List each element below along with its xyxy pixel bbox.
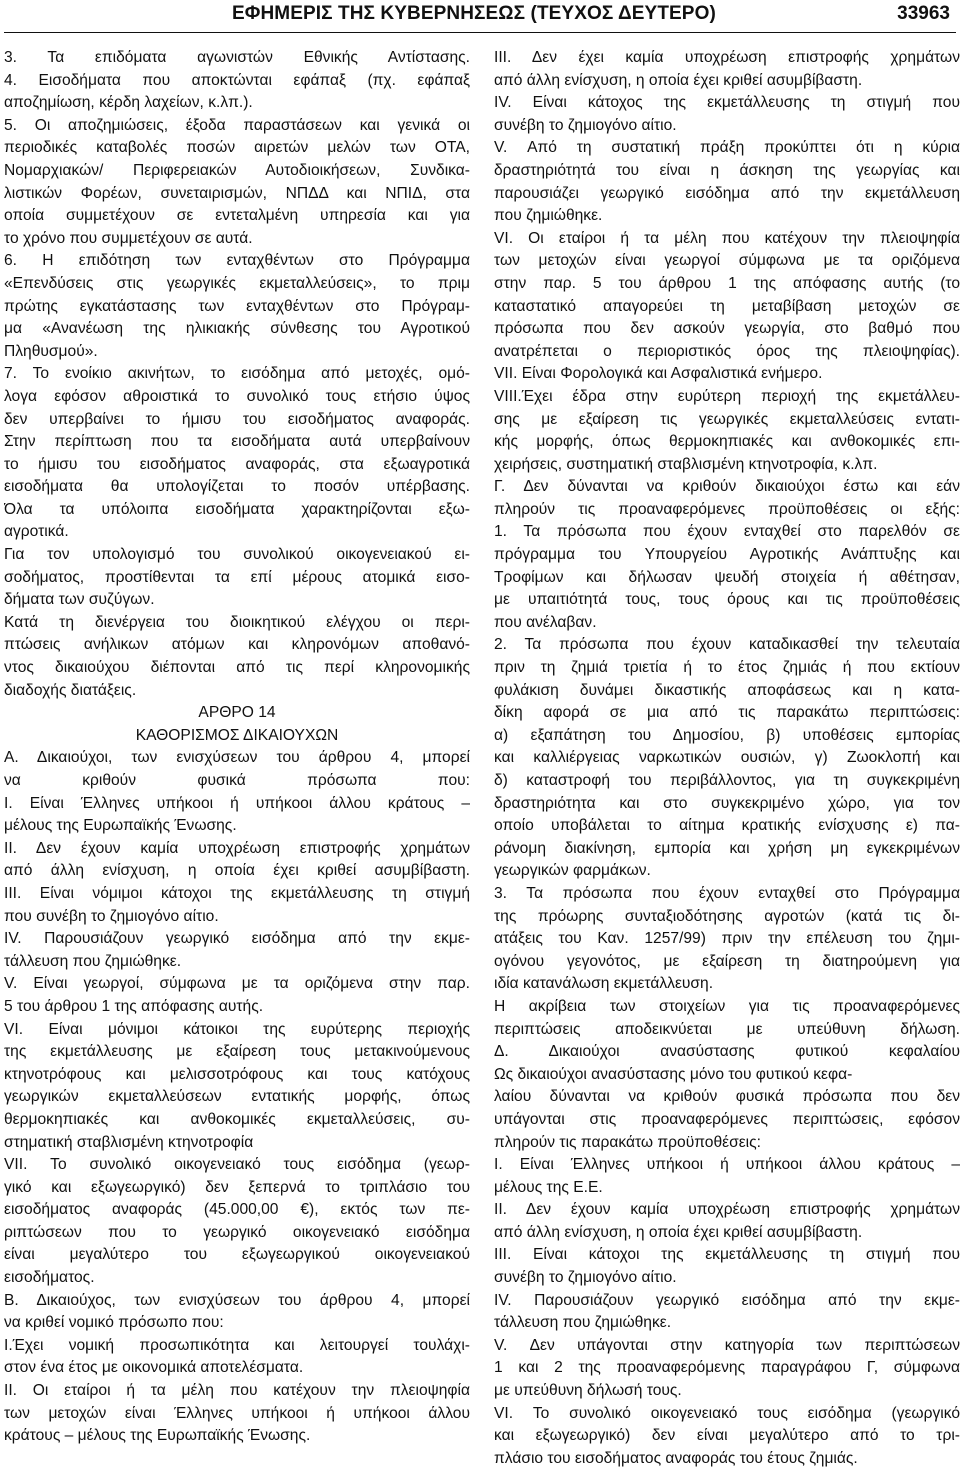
right-text-line: από άλλη ενίσχυση, η οποία έχει κριθεί ασυμβίβαστη. — [494, 1223, 863, 1241]
right-text-line: καταστατικό απαγορεύει τη μεταβίβαση μετοχών σε — [494, 297, 960, 315]
right-text-line: VII. Είναι Φορολογικά και Ασφαλιστικά ενήμερο. — [494, 365, 823, 383]
right-text-line: οποίο υποβάλεται το αίτημα κρατικής ενίσχυσης ε) πα- — [494, 817, 960, 835]
right-text-line: ράνομη διακίνηση, εμπορία και χρήση μη εγκεκριμένων — [494, 839, 960, 857]
left-text-line: Κατά τη διενέργεια του διοικητικού ελέγχου οι περι- — [4, 613, 470, 631]
right-text-line: ΙΙΙ. Δεν έχει καμία υποχρέωση επιστροφής χρημάτων — [494, 49, 960, 66]
right-text-line: Δ. Δικαιούχοι ανασύστασης φυτικού κεφαλαίου — [494, 1043, 960, 1061]
left-text-line: να κριθεί νομικό πρόσωπο που: — [4, 1314, 224, 1332]
left-text-line: σοδήματος, προστίθενται τα επί μέρους ατομικά εισο- — [4, 568, 470, 586]
left-text-line: τάλλευση που ζημιώθηκε. — [4, 952, 182, 970]
right-text-line: ογόνου γεγονότος, με εξαίρεση τη διατηρούμενη για — [494, 952, 960, 970]
left-text-line: Στην περίπτωση που τα εισοδήματα αυτά υπερβαίνουν — [4, 433, 470, 451]
right-text-line: από άλλη ενίσχυση, η οποία έχει κριθεί ασυμβίβαστη. — [494, 71, 863, 89]
right-text-line: VI. Το συνολικό οικογενειακό τους εισόδημα (γεωργικό — [494, 1404, 960, 1422]
right-text-line: IV. Είναι κάτοχος της εκμετάλλευσης τη στιγμή που — [494, 94, 960, 112]
page-number: 33963 — [897, 3, 950, 24]
left-text-line: εισοδήματος αναφοράς (45.000,00 €), εκτός των πε- — [4, 1201, 470, 1219]
right-text-line: περιπτώσεις αποδεικνύεται με υπεύθυνη δήλωση. — [494, 1020, 960, 1038]
left-text-line: V. Είναι γεωργοί, σύμφωνα με τα οριζόμενα στην παρ. — [4, 975, 470, 993]
right-text-line: Η ακρίβεια των στοιχείων για τις προαναφερόμενες — [494, 997, 960, 1015]
left-heading-line: ΑΡΘΡΟ 14 — [198, 704, 276, 722]
left-text-line: 4. Εισοδήματα που αποκτώνται εφάπαξ (πχ. εφάπαξ — [4, 71, 470, 89]
right-text-line: συνέβη το ζημιογόνο αίτιο. — [494, 116, 677, 134]
left-text-line: αγροτικά. — [4, 523, 69, 541]
left-text-line: περιοδικές καταβολές ποσών αιρετών μελών των ΟΤΑ, — [4, 139, 470, 157]
right-text-line: 2. Τα πρόσωπα που έχουν καταδικασθεί την τελευταία — [494, 636, 960, 654]
left-text-line: κράτους – μέλους της Ευρωπαϊκής Ένωσης. — [4, 1427, 311, 1445]
right-text-line: κής μορφής, όπως θερμοκηπιακές και ανθοκομικές επι- — [494, 433, 960, 451]
right-text-line: υπάγονται στις προαναφερόμενες περιπτώσεις, εφόσον — [494, 1110, 960, 1128]
left-text-line: θερμοκηπιακές και ανθοκομικές εκμεταλλεύσεις, συ- — [4, 1110, 470, 1128]
page-header — [0, 0, 960, 38]
right-text-line: και εξωγεωργικό) δεν είναι μεγαλύτερο από το τρι- — [494, 1427, 960, 1445]
right-text-line: γεωργικών φαρμάκων. — [494, 862, 651, 880]
left-text-line: μα «Ανανέωση της ηλικιακής σύνθεσης του Αγροτικού — [4, 320, 470, 338]
right-text-line: Γ. Δεν δύνανται να κριθούν δικαιούχοι έστω και εάν — [494, 478, 960, 496]
left-text-line: ριπτώσεων που το γεωργικό οικογενειακό εισόδημα — [4, 1223, 470, 1241]
right-text-line: ΙΙ. Δεν έχουν καμία υποχρέωση επιστροφής χρημάτων — [494, 1201, 960, 1219]
left-text-line: εισοδήματος. — [4, 1269, 95, 1287]
right-text-line: VIII.Έχει έδρα στην ευρύτερη περιοχή της εκμετάλλευ- — [494, 387, 960, 405]
left-text-line: γικό και εξωγεωργικό) δεν ξεπερνά το τριπλάσιο του — [4, 1178, 470, 1196]
left-text-line: γεωργικών εκμεταλλεύσεων εντατικής μορφής, όπως — [4, 1088, 470, 1106]
left-text-line: ντος δικαιούχου διέπονται από τις περί κληρονομικής — [4, 659, 470, 677]
right-text-line: Ως δικαιούχοι ανασύστασης μόνο του φυτικού κεφα- — [494, 1065, 853, 1083]
left-text-line: «Επενδύσεις στις γεωργικές εκμεταλλεύσεις», το πριμ — [4, 274, 470, 292]
right-text-line: με υπεύθυνη δήλωσή τους. — [494, 1382, 682, 1400]
left-column — [4, 47, 470, 1448]
right-text-line: V. Από τη συστατική πράξη προκύπτει ότι η κύρια — [494, 139, 960, 157]
left-text-line: στον ένα έτος με οικονομικά αποτελέσματα. — [4, 1359, 304, 1377]
right-text-line: πληρούν τις προαναφερόμενες προϋποθέσεις οι εξής: — [494, 500, 960, 518]
left-text-line: οποία συμμετέχουν σε εντεταλμένη υπηρεσία και για — [4, 207, 470, 225]
left-text-line: IV. Παρουσιάζουν γεωργικό εισόδημα από την εκμε- — [4, 930, 470, 948]
left-text-line: Πληθυσμού». — [4, 342, 98, 360]
right-text-line: ιδία κατανάλωση εκμετάλλευση. — [494, 975, 714, 993]
right-text-line: Ι. Είναι Έλληνες υπήκοοι ή υπήκοοι άλλου κράτους – — [494, 1156, 960, 1174]
left-text-line: λογα εφόσον αθροιστικά το συνολικό τους ετήσιο ύψος — [4, 387, 470, 405]
left-text-line: της εκμετάλλευσης με εξαίρεση τους μετακινούμενους — [4, 1043, 470, 1061]
right-text-line: ΙΙΙ. Είναι κάτοχοι της εκμετάλλευσης τη στιγμή που — [494, 1246, 960, 1264]
left-text-line: VI. Είναι μόνιμοι κάτοικοι της ευρύτερης περιοχής — [4, 1020, 470, 1038]
left-text-line: το χρόνο που συμμετέχουν σε αυτά. — [4, 229, 253, 247]
right-text-line: παρουσιάζει γεωργικό εισόδημα από την εκμετάλλευση — [494, 184, 960, 202]
left-text-line: λιστικών Φορέων, συνεταιρισμών, ΝΠΔΔ και ΝΠΙΔ, στα — [4, 184, 470, 202]
right-text-line: στην παρ. 5 του άρθρου 1 της απόφασης αυτής (το — [494, 274, 960, 292]
right-text-line: πληρούν τις παρακάτω προϋποθέσεις: — [494, 1133, 761, 1151]
left-text-line: 7. Το ενοίκιο ακινήτων, το εισόδημα από μετοχές, ομό- — [4, 365, 470, 383]
gazette-title: ΕΦΗΜΕΡΙΣ ΤΗΣ ΚΥΒΕΡΝΗΣΕΩΣ (ΤΕΥΧΟΣ ΔΕΥΤΕΡΟ) — [232, 3, 716, 24]
right-text-line: πλάσιο του εισοδήματος αναφοράς του έτους ζημιάς. — [494, 1449, 858, 1467]
left-text-line: εισοδήματα θα υπολογίζεται το ποσόν υπέρβασης. — [4, 478, 470, 496]
left-text-line: Β. Δικαιούχος, των ενισχύσεων του άρθρου 4, μπορεί — [4, 1291, 470, 1309]
right-text-line: ατάξεις του Καν. 1257/99) πριν την επέλευση του ζημι- — [494, 930, 960, 948]
left-text-line: Για τον υπολογισμό του συνολικού οικογενειακού ει- — [4, 546, 470, 564]
right-text-line: IV. Παρουσιάζουν γεωργικό εισόδημα από την εκμε- — [494, 1291, 960, 1309]
right-text-line: VI. Οι εταίροι ή τα μέλη που κατέχουν την πλειοψηφία — [494, 229, 960, 247]
right-text-line: μέλους της Ε.Ε. — [494, 1178, 603, 1196]
right-text-line: χειρήσεις, συστηματική σταβλισμένη κτηνοτροφία, κ.λπ. — [494, 455, 878, 473]
right-text-line: των μετοχών είναι γεωργοί σύμφωνα με τα οριζόμενα — [494, 252, 960, 270]
left-text-line: 5 του άρθρου 1 της απόφασης αυτής. — [4, 997, 264, 1015]
left-text-line: μέλους της Ευρωπαϊκής Ένωσης. — [4, 817, 237, 835]
left-text-line: των μετοχών είναι Έλληνες υπήκοοι ή υπήκοοι άλλου — [4, 1404, 470, 1422]
right-text-line: που ανέλαβαν. — [494, 613, 597, 631]
left-text-line: πτώσεις ανήλικων ατόμων και κληρονόμων αποθανό- — [4, 636, 470, 654]
right-text-line: λαίου δύνανται να κριθούν φυσικά πρόσωπα που δεν — [494, 1088, 960, 1106]
left-text-line: το ήμισυ του εισοδήματος αναφοράς, στα εξωαγροτικά — [4, 455, 470, 473]
right-text-line: συνέβη το ζημιογόνο αίτιο. — [494, 1269, 677, 1287]
right-text-line: Τροφίμων και δήλωσαν ψευδή στοιχεία ή αθέτησαν, — [494, 568, 960, 586]
right-text-line: α) εξαπάτηση του Δημοσίου, β) υποθέσεις εμπορίας — [494, 726, 960, 744]
right-text-line: με υπαιτιότητά τους, τους όρους και τις προϋποθέσεις — [494, 591, 960, 609]
left-text-line: που συνέβη το ζημιογόνο αίτιο. — [4, 907, 219, 925]
left-text-line: 6. Η επιδότηση των ενταχθέντων στο Πρόγραμμα — [4, 252, 470, 270]
right-text-line: σης με εξαίρεση τις γεωργικές εκμεταλλεύσεις εντατι- — [494, 410, 960, 428]
right-text-line: ανατρέπεται ο περιοριστικός όρος της πλειοψηφίας). — [494, 342, 960, 360]
left-text-line: διαδοχής διατάξεις. — [4, 681, 137, 699]
right-text-line: πρόγραμμα του Υπουργείου Αγροτικής Ανάπτυξης και — [494, 546, 960, 564]
right-text-line: πριν τη ζημιά τριετία ή το έτος ζημιάς ή που εκτίουν — [494, 659, 960, 677]
left-text-line: 5. Οι αποζημιώσεις, έξοδα παραστάσεων και γενικά οι — [4, 116, 470, 134]
left-heading-line: ΚΑΘΟΡΙΣΜΟΣ ΔΙΚΑΙΟΥΧΩΝ — [135, 726, 339, 744]
left-text-line: από άλλη ενίσχυση, η οποία έχει κριθεί ασυμβίβαστη. — [4, 862, 470, 880]
left-text-line: Ι.Έχει νομική προσωπικότητα και λειτουργεί τουλάχι- — [4, 1336, 470, 1354]
right-column — [494, 47, 960, 1470]
right-text-line: V. Δεν υπάγονται στην κατηγορία των περιπτώσεων — [494, 1336, 960, 1354]
left-text-line: αποζημίωση, κέρδη λαχείων, κ.λπ.). — [4, 94, 253, 112]
left-text-line: Όλα τα υπόλοιπα εισοδήματα χαρακτηρίζονται εξω- — [4, 500, 470, 518]
left-text-line: ΙΙ. Δεν έχουν καμία υποχρέωση επιστροφής χρημάτων — [4, 839, 470, 857]
right-text-line: δίκη αφορά σε μια από τις παρακάτω περιπτώσεις: — [494, 704, 960, 722]
right-text-line: 3. Τα πρόσωπα που έχουν ενταχθεί στο Πρόγραμμα — [494, 884, 960, 902]
right-text-line: που ζημιώθηκε. — [494, 207, 603, 225]
right-text-line: δ) καταστροφή του περιβάλλοντος, για τη συγκεκριμένη — [494, 772, 960, 789]
right-text-line: δραστηριότητα και στο συγκεκριμένο χώρο, για τον — [494, 794, 960, 812]
left-text-line: είναι μεγαλύτερο του εξωγεωργικού οικογενειακού — [4, 1246, 470, 1264]
left-text-line: 3. Τα επιδόματα αγωνιστών Εθνικής Αντίστασης. — [4, 49, 470, 66]
right-text-line: πρόσωπα που δεν ασκούν γεωργία, στο βαθμό που — [494, 320, 960, 338]
left-text-line: Α. Δικαιούχοι, των ενισχύσεων του άρθρου 4, μπορεί — [4, 749, 470, 767]
left-text-line: κτηνοτρόφους και μελισσοτρόφους και τους κατόχους — [4, 1065, 470, 1083]
left-text-line: πρώτης εγκατάστασης των ενταχθέντων στο Πρόγραμ- — [4, 297, 470, 315]
left-text-line: Ι. Είναι Έλληνες υπήκοοι ή υπήκοοι άλλου κράτους – — [4, 794, 470, 812]
left-text-line: ΙΙ. Οι εταίροι ή τα μέλη που κατέχουν την πλειοψηφία — [4, 1382, 470, 1400]
right-text-line: και καλλιέργειας ναρκωτικών ουσιών, γ) Ζωοκλοπή και — [494, 749, 960, 767]
right-text-line: τάλλευση που ζημιώθηκε. — [494, 1314, 672, 1332]
left-text-line: στηματική σταβλισμένη κτηνοτροφία — [4, 1133, 254, 1151]
left-text-line: δήματα των συζύγων. — [4, 591, 155, 609]
left-text-line: Νομαρχιακών/ Περιφερειακών Αυτοδιοικήσεων, Συνδικα- — [4, 161, 470, 179]
left-text-line: ΙΙΙ. Είναι νόμιμοι κάτοχοι της εκμετάλλευσης τη στιγμή — [4, 884, 470, 902]
right-text-line: 1 και 2 της προαναφερόμενης παραγράφου Γ, σύμφωνα — [494, 1359, 960, 1377]
right-text-line: φυλάκιση δυνάμει δικαστικής αποφάσεως και η κατα- — [494, 681, 960, 699]
left-text-line: δεν υπερβαίνει το ήμισυ του εισοδήματος αναφοράς. — [4, 410, 470, 428]
right-text-line: 1. Τα πρόσωπα που έχουν ενταχθεί στο παρελθόν σε — [494, 523, 960, 541]
left-text-line: VII. Το συνολικό οικογενειακό τους εισόδημα (γεωρ- — [4, 1156, 470, 1174]
left-text-line: να κριθούν φυσικά πρόσωπα που: — [4, 772, 470, 789]
right-text-line: δραστηριότητά του είναι η άσκηση της γεωργίας και — [494, 161, 960, 179]
right-text-line: της πρόωρης συνταξιοδότησης αγροτών (κατά τις δι- — [494, 907, 960, 925]
header-rule — [4, 32, 956, 33]
